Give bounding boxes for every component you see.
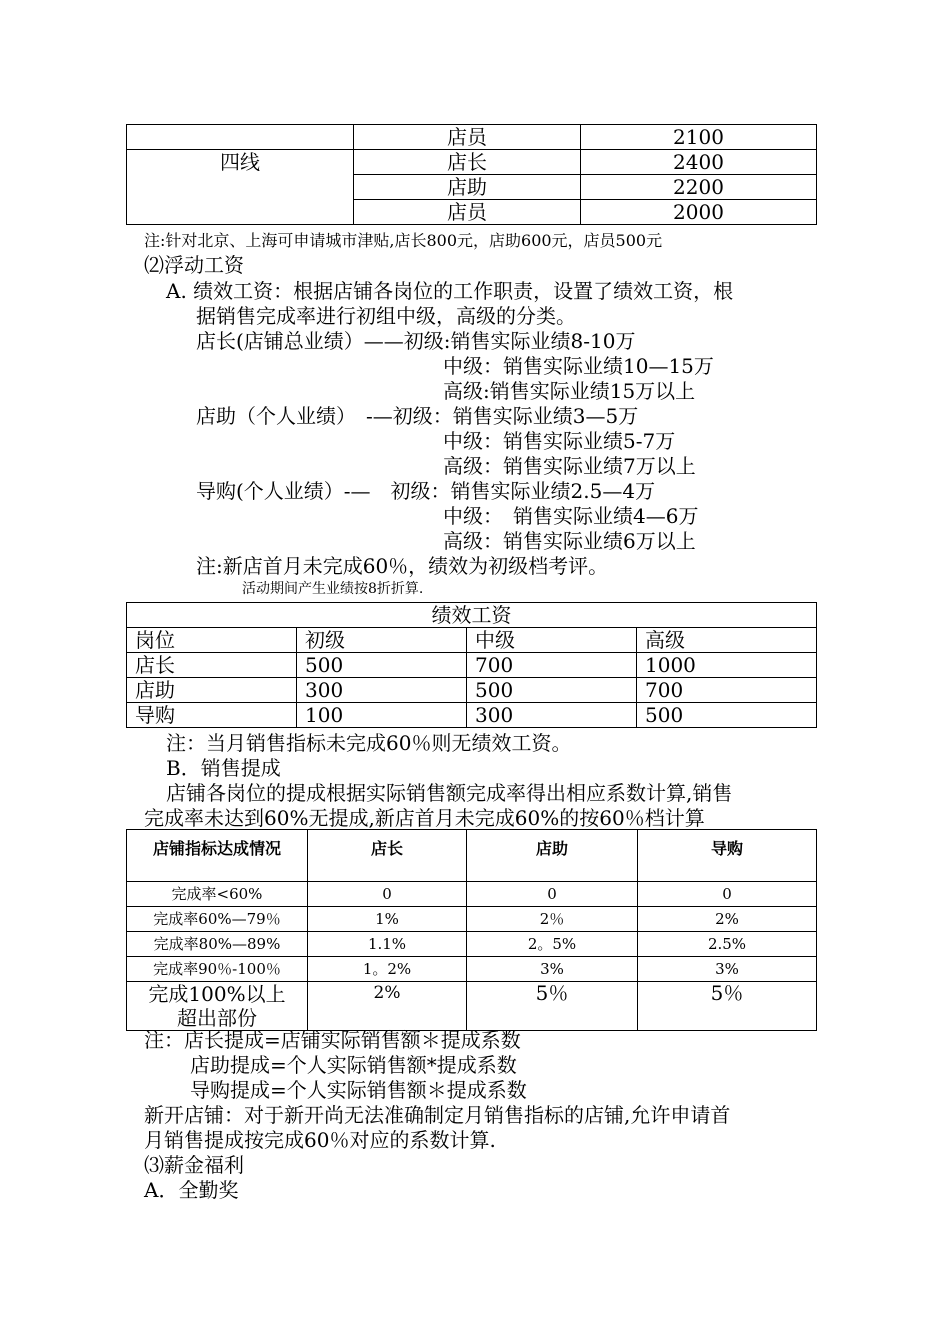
- formula-line: 注：店长提成=店铺实际销售额＊提成系数: [144, 1028, 521, 1052]
- row-label-line: 超出部份: [177, 1006, 257, 1030]
- section-title: ⑵浮动工资: [144, 253, 244, 277]
- tier-line: 中级： 销售实际业绩4—6万: [443, 504, 699, 528]
- table-cell: 5％: [467, 982, 638, 1031]
- table-cell: 2400: [581, 150, 817, 175]
- column-header: 初级: [297, 628, 467, 653]
- table-cell: 300: [467, 703, 637, 728]
- section-title: ⑶薪金福利: [144, 1153, 244, 1177]
- table-cell: 100: [297, 703, 467, 728]
- table-title: 绩效工资: [127, 603, 817, 628]
- table-cell: 3%: [638, 957, 817, 982]
- new-store-paragraph: 新开店铺：对于新开尚无法准确制定月销售指标的店铺,允许申请首: [144, 1103, 731, 1127]
- table-cell: 500: [467, 678, 637, 703]
- new-store-paragraph: 月销售提成按完成60％对应的系数计算.: [144, 1128, 496, 1152]
- table-cell: 店长: [354, 150, 581, 175]
- table-cell: 完成率60%—79％: [127, 907, 308, 932]
- activity-note: 活动期间产生业绩按8折折算.: [242, 581, 424, 597]
- table-cell: 店员: [354, 125, 581, 150]
- column-header: 店助: [467, 830, 638, 882]
- table-header-row: [127, 628, 817, 653]
- table-row: [127, 907, 817, 932]
- no-perf-note: 注：当月销售指标未完成60％则无绩效工资。: [166, 731, 572, 755]
- table-row: [127, 982, 817, 1031]
- table-cell: 2%: [308, 982, 467, 1031]
- table-cell: 店长: [127, 653, 297, 678]
- table-cell: 2000: [581, 200, 817, 225]
- perf-paragraph: A. 绩效工资：根据店铺各岗位的工作职责，设置了绩效工资，根: [166, 279, 734, 303]
- formula-line: 店助提成=个人实际销售额*提成系数: [190, 1053, 517, 1077]
- table-cell: 2％: [467, 907, 638, 932]
- table-row: [127, 957, 817, 982]
- table-cell: [127, 982, 308, 1031]
- tier-line: 高级：销售实际业绩6万以上: [443, 529, 696, 553]
- formula-line: 导购提成=个人实际销售额＊提成系数: [190, 1078, 527, 1102]
- tier-line: 高级:销售实际业绩15万以上: [443, 379, 696, 403]
- table-cell: 2。5%: [467, 932, 638, 957]
- table-cell: 300: [297, 678, 467, 703]
- perf-paragraph: 据销售完成率进行初组中级，高级的分类。: [196, 304, 576, 328]
- column-header: 中级: [467, 628, 637, 653]
- commission-paragraph: 完成率未达到60%无提成,新店首月未完成60%的按60％档计算: [144, 806, 705, 830]
- table-row: [127, 653, 817, 678]
- table-cell: 1%: [308, 907, 467, 932]
- tier-line: 店助（个人业绩） -—初级：销售实际业绩3—5万: [196, 404, 639, 428]
- table-cell: 5％: [638, 982, 817, 1031]
- tier-line: 中级：销售实际业绩10—15万: [443, 354, 714, 378]
- table-row: [127, 125, 817, 150]
- table-cell: 500: [297, 653, 467, 678]
- new-store-note: 注:新店首月未完成60％，绩效为初级档考评。: [196, 554, 609, 578]
- table-header-row: [127, 830, 817, 882]
- table-cell: 完成率<60%: [127, 882, 308, 907]
- section-title: B．销售提成: [166, 756, 281, 780]
- table-cell: 导购: [127, 703, 297, 728]
- table-cell: 完成率80%—89%: [127, 932, 308, 957]
- column-header: 店铺指标达成情况: [127, 830, 308, 882]
- column-header: 高级: [637, 628, 817, 653]
- table-row: [127, 932, 817, 957]
- base-salary-table: [126, 124, 817, 225]
- table-cell: 1.1%: [308, 932, 467, 957]
- table-cell: 店员: [354, 200, 581, 225]
- table-row: [127, 678, 817, 703]
- column-header: 店长: [308, 830, 467, 882]
- perf-salary-table: [126, 602, 817, 728]
- group-label-cell: 四线: [127, 150, 354, 225]
- table-cell: 700: [637, 678, 817, 703]
- tier-line: 店长(店铺总业绩）——初级:销售实际业绩8-10万: [196, 329, 636, 353]
- table-row: [127, 882, 817, 907]
- table-cell: 1000: [637, 653, 817, 678]
- table-cell: 500: [637, 703, 817, 728]
- tier-line: 导购(个人业绩）-— 初级：销售实际业绩2.5—4万: [196, 479, 656, 503]
- table-cell: 700: [467, 653, 637, 678]
- table-row: [127, 603, 817, 628]
- table-cell: 2.5%: [638, 932, 817, 957]
- table-cell: [127, 125, 354, 150]
- section-title: A．全勤奖: [144, 1178, 239, 1202]
- subsidy-note: 注:针对北京、上海可申请城市津贴,店长800元，店助600元，店员500元: [144, 231, 663, 250]
- table-cell: 2200: [581, 175, 817, 200]
- table-row: [127, 150, 817, 175]
- table-cell: 0: [467, 882, 638, 907]
- table-cell: 2%: [638, 907, 817, 932]
- commission-paragraph: 店铺各岗位的提成根据实际销售额完成率得出相应系数计算,销售: [166, 781, 733, 805]
- table-cell: 0: [308, 882, 467, 907]
- table-cell: 2100: [581, 125, 817, 150]
- column-header: 导购: [638, 830, 817, 882]
- table-cell: 3%: [467, 957, 638, 982]
- table-cell: 1。2%: [308, 957, 467, 982]
- row-label-line: 完成100%以上: [148, 982, 286, 1006]
- table-cell: 店助: [127, 678, 297, 703]
- table-cell: 完成率90％-100％: [127, 957, 308, 982]
- column-header: 岗位: [127, 628, 297, 653]
- commission-table: [126, 829, 817, 1031]
- tier-line: 中级：销售实际业绩5-7万: [443, 429, 676, 453]
- table-row: [127, 703, 817, 728]
- tier-line: 高级：销售实际业绩7万以上: [443, 454, 696, 478]
- table-cell: 店助: [354, 175, 581, 200]
- table-cell: 0: [638, 882, 817, 907]
